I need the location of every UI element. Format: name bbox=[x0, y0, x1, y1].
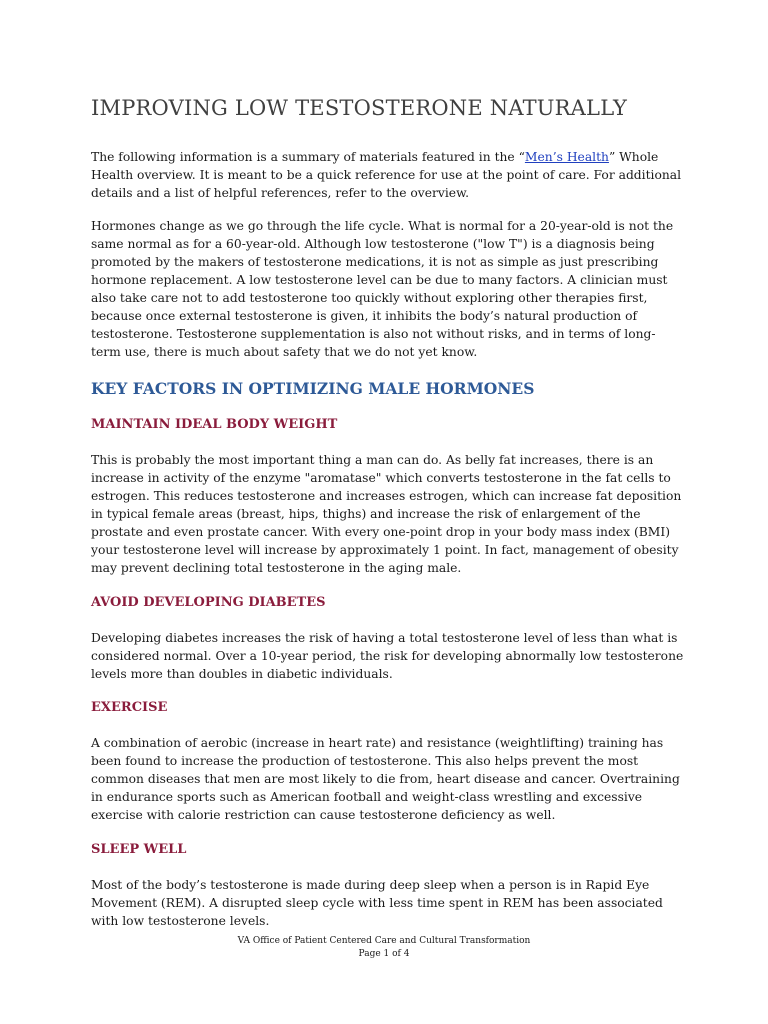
mens-health-link[interactable]: Men’s Health bbox=[524, 150, 609, 164]
subsection-text-diabetes: Developing diabetes increases the risk of having a total testosterone level of less than what is considered normal. Over a 10-year period, the risk for developing abnormally low testosterone levels more than doubles in diabetic individuals. bbox=[91, 631, 684, 681]
subsection-text-sleep: Most of the body’s testosterone is made during deep sleep when a person is in Rapid Eye Movement (REM). A disrupted sleep cycle with less time spent in REM has been associated with low testosterone levels. bbox=[91, 878, 663, 928]
intro-paragraph bbox=[91, 148, 685, 202]
subsection-heading-exercise: EXERCISE bbox=[91, 700, 168, 715]
section-heading: KEY FACTORS IN OPTIMIZING MALE HORMONES bbox=[91, 379, 535, 398]
subsection-text-exercise: A combination of aerobic (increase in heart rate) and resistance (weightlifting) training has been found to increase the production of testosterone. This also helps prevent the most common diseases that men are most likely to die from, heart disease and cancer. Overtraining in endurance sports such as American football and weight-class wrestling and excessive exercise with calorie restriction can cause testosterone deficiency as well. bbox=[91, 736, 680, 822]
intro-text-before: The following information is a summary of materials featured in the “ bbox=[91, 150, 525, 164]
subsection-text-body-weight: This is probably the most important thing a man can do. As belly fat increases, there is an increase in activity of the enzyme "aromatase" which converts testosterone in the fat cells to estrogen. This reduces testosterone and increases estrogen, which can increase fat deposition in typical female areas (breast, hips, thighs) and increase the risk of enlargement of the prostate and even prostate cancer. With every one-point drop in your body mass index (BMI) your testosterone level will increase by approximately 1 point. In fact, management of obesity may prevent declining total testosterone in the aging male. bbox=[91, 453, 682, 575]
subsection-heading-body-weight: MAINTAIN IDEAL BODY WEIGHT bbox=[91, 417, 338, 432]
intro-text-after: ” Whole Health overview. It is meant to be a quick reference for use at the point of care. For additional details and a list of helpful references, refer to the overview. bbox=[91, 150, 682, 200]
footer-organization: VA Office of Patient Centered Care and Cultural Transformation bbox=[237, 936, 531, 946]
document-title: IMPROVING LOW TESTOSTERONE NATURALLY bbox=[91, 96, 628, 120]
footer-page-number: Page 1 of 4 bbox=[358, 949, 410, 959]
subsection-heading-sleep: SLEEP WELL bbox=[91, 842, 187, 857]
subsection-heading-diabetes: AVOID DEVELOPING DIABETES bbox=[91, 595, 326, 610]
hormones-paragraph: Hormones change as we go through the life cycle. What is normal for a 20-year-old is not the same normal as for a 60-year-old. Although low testosterone ("low T") is a diagnosis being promoted by the makers of testosterone medications, it is not as simple as just prescribing hormone replacement. A low testosterone level can be due to many factors. A clinician must also take care not to add testosterone too quickly without exploring other therapies first, because once external testosterone is given, it inhibits the body’s natural production of testosterone. Testosterone supplementation is also not without risks, and in terms of long-term use, there is much about safety that we do not yet know. bbox=[91, 219, 674, 359]
